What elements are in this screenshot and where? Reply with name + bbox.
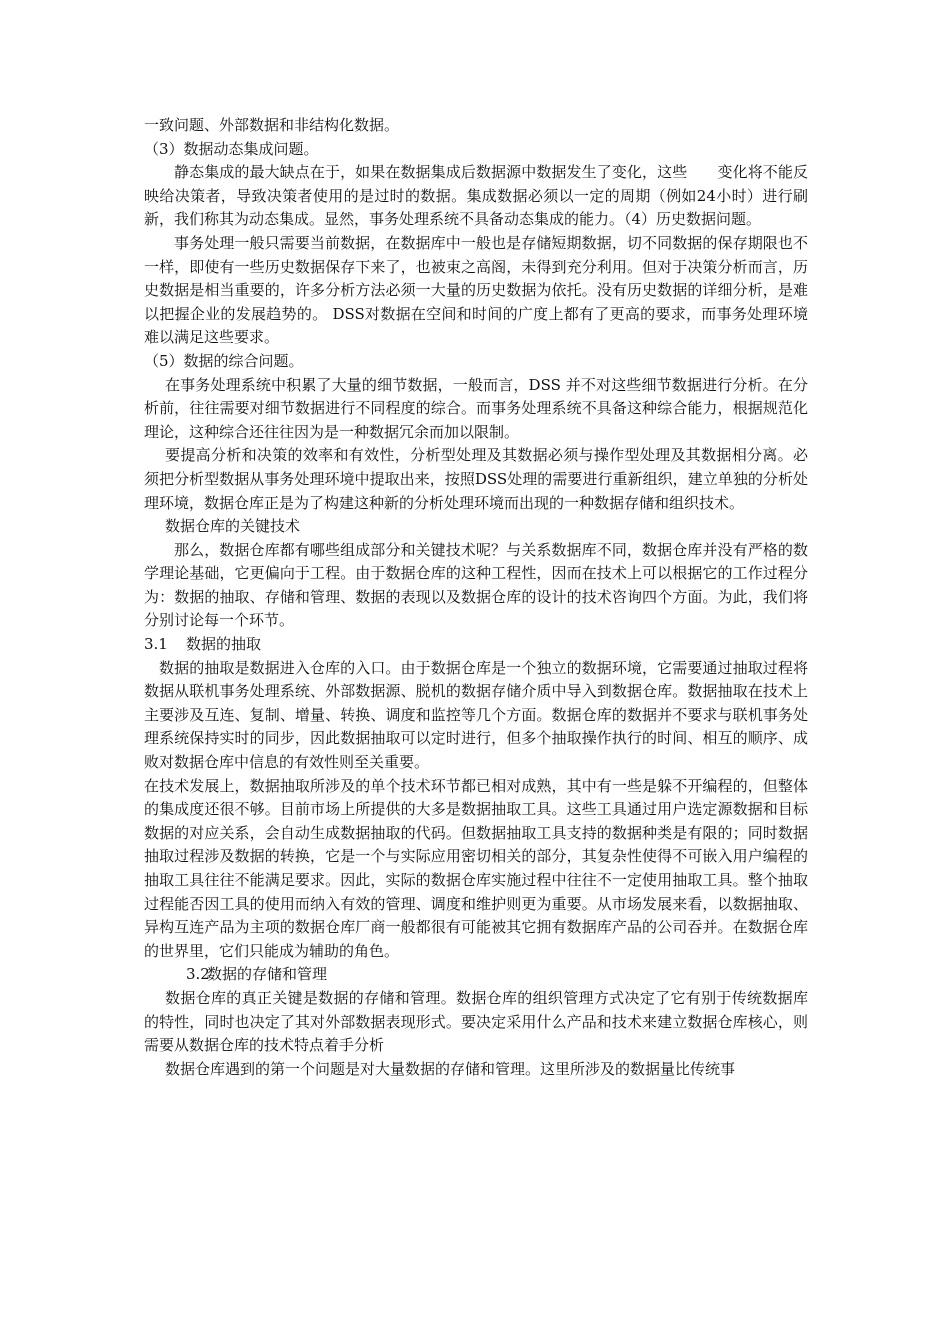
subsection-number: 3.1 bbox=[144, 635, 168, 654]
paragraph: 事务处理一般只需要当前数据，在数据库中一般也是存储短期数据，切不同数据的保存期限也不一样，即使有一些历史数据保存下来了，也被束之高阁，未得到充分利用。但对于决策分析而言，历史数据是相当重要的，许多分析方法必须一大量的历史数据为依托。没有历史数据的详细分析，是难以把握企业的发展趋势的。 DSS对数据在空间和时间的广度上都有了更高的要求，而事务处理环境难以满足这些要求。 bbox=[144, 233, 808, 347]
subsection-heading-3-2 bbox=[144, 963, 808, 987]
section-heading: 数据仓库的关键技术 bbox=[165, 517, 301, 536]
paragraph: 在事务处理系统中积累了大量的细节数据，一般而言，DSS 并不对这些细节数据进行分析。在分析前，往往需要对细节数据进行不同程度的综合。而事务处理系统不具备这种综合能力，根据规范化理论，这种综合还往往因为是一种数据冗余而加以限制。 bbox=[144, 375, 808, 441]
subsection-heading-3-1 bbox=[144, 633, 808, 657]
subsection-title: 数据的存储和管理 bbox=[207, 965, 328, 984]
paragraph: 数据仓库的真正关键是数据的存储和管理。数据仓库的组织管理方式决定了它有别于传统数据库的特性，同时也决定了其对外部数据表现形式。要决定采用什么产品和技术来建立数据仓库核心，则需要从数据仓库的技术特点着手分析 bbox=[144, 988, 808, 1055]
paragraph: 在技术发展上，数据抽取所涉及的单个技术环节都已相对成熟，其中有一些是躲不开编程的，但整体的集成度还很不够。目前市场上所提供的大多是数据抽取工具。这些工具通过用户选定源数据和目标数据的对应关系，会自动生成数据抽取的代码。但数据抽取工具支持的数据种类是有限的；同时数据抽取过程涉及数据的转换，它是一个与实际应用密切相关的部分，其复杂性使得不可嵌入用户编程的抽取工具往往不能满足要求。因此，实际的数据仓库实施过程中往往不一定使用抽取工具。整个抽取过程能否因工具的使用而纳入有效的管理、调度和维护则更为重要。从市场发展来看，以数据抽取、异构互连产品为主项的数据仓库厂商一般都很有可能被其它拥有数据库产品的公司吞并。在数据仓库的世界里，它们只能成为辅助的角色。 bbox=[144, 776, 808, 960]
paragraph: 静态集成的最大缺点在于，如果在数据集成后数据源中数据发生了变化，这些 变化将不能反映给决策者，导致决策者使用的是过时的数据。集成数据必须以一定的周期（例如24小时）进行刷新，我们称其为动态集成。显然，事务处理系统不具备动态集成的能力。（4）历史数据问题。 bbox=[144, 163, 808, 229]
subsection-title: 数据的抽取 bbox=[186, 635, 262, 654]
paragraph: 数据的抽取是数据进入仓库的入口。由于数据仓库是一个独立的数据环境，它需要通过抽取过程将数据从联机事务处理系统、外部数据源、脱机的数据存储介质中导入到数据仓库。数据抽取在技术上主要涉及互连、复制、增量、转换、调度和监控等几个方面。数据仓库的数据并不要求与联机事务处理系统保持实时的同步，因此数据抽取可以定时进行，但多个抽取操作执行的时间、相互的顺序、成败对数据仓库中信息的有效性则至关重要。 bbox=[144, 658, 808, 772]
paragraph: 一致问题、外部数据和非结构化数据。 bbox=[144, 116, 400, 134]
paragraph: 数据仓库遇到的第一个问题是对大量数据的存储和管理。这里所涉及的数据量比传统事 bbox=[165, 1059, 736, 1078]
section-item-3: （3）数据动态集成问题。 bbox=[144, 139, 319, 158]
paragraph: 要提高分析和决策的效率和有效性，分析型处理及其数据必须与操作型处理及其数据相分离。必须把分析型数据从事务处理环境中提取出来，按照DSS处理的需要进行重新组织，建立单独的分析处理环境，数据仓库正是为了构建这种新的分析处理环境而出现的一种数据存储和组织技术。 bbox=[144, 446, 808, 512]
document-page bbox=[144, 114, 808, 1081]
section-item-5: （5）数据的综合问题。 bbox=[144, 351, 304, 370]
paragraph: 那么，数据仓库都有哪些组成部分和关键技术呢？与关系数据库不同，数据仓库并没有严格的数学理论基础，它更偏向于工程。由于数据仓库的这种工程性，因而在技术上可以根据它的工作过程分为：数据的抽取、存储和管理、数据的表现以及数据仓库的设计的技术咨询四个方面。为此，我们将分别讨论每一个环节。 bbox=[144, 540, 808, 630]
subsection-number: 3.2 bbox=[186, 965, 210, 984]
